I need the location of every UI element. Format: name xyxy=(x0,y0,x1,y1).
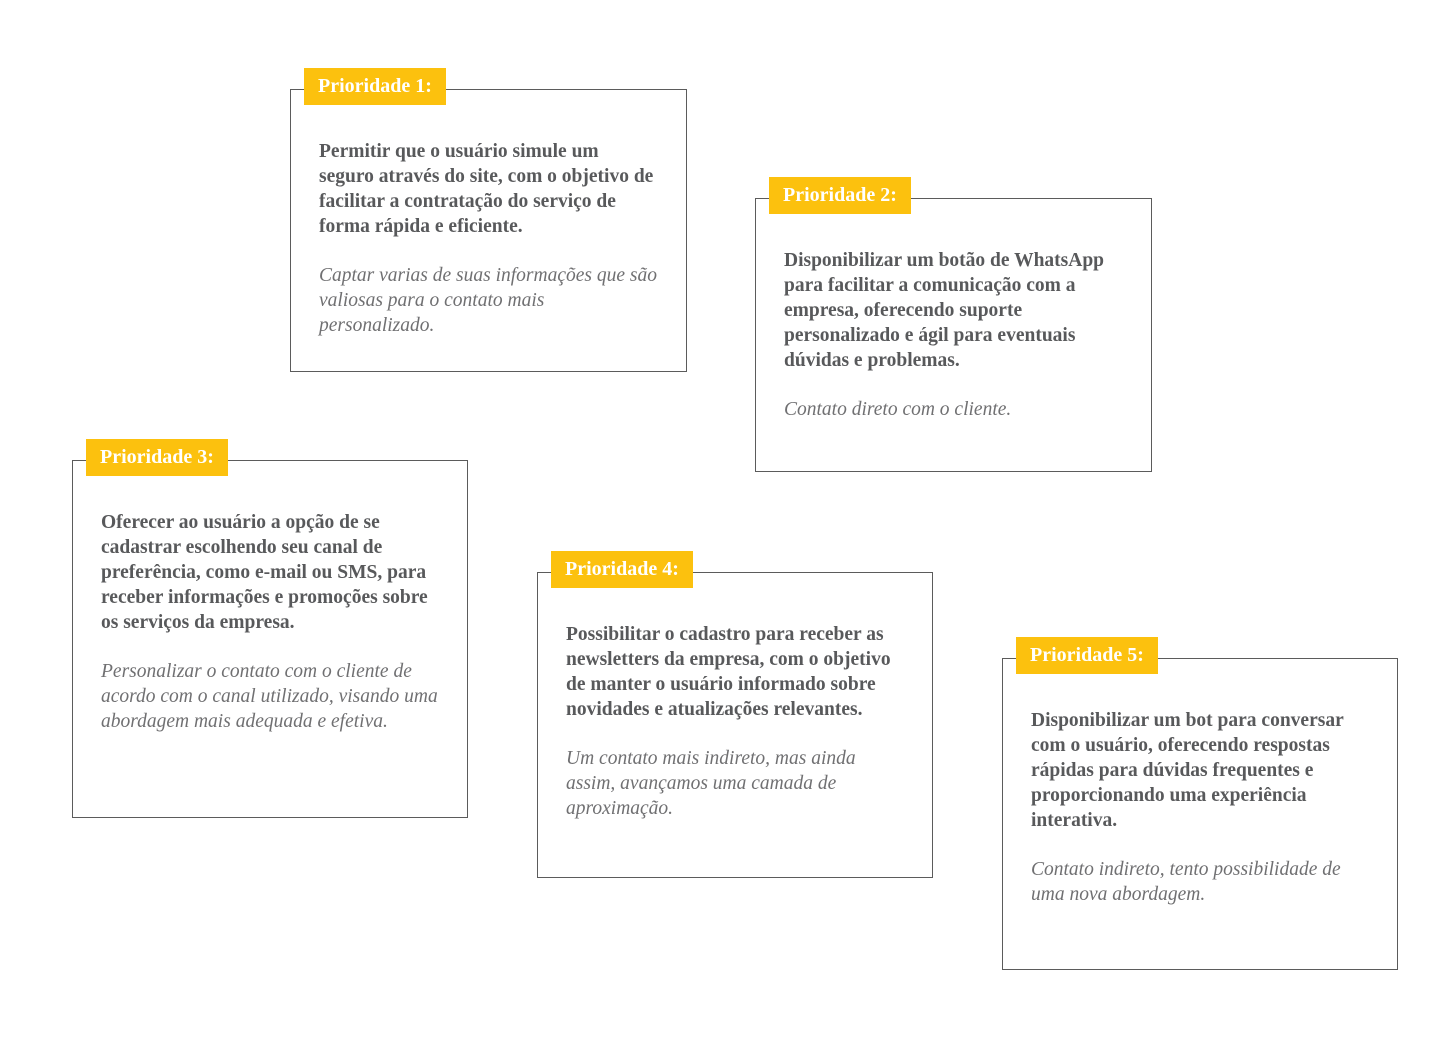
priority-3-body: Oferecer ao usuário a opção de se cadastrar escolhendo seu canal de preferência, como e-mail ou SMS, para receber informações e promoções sobre os serviços da empresa. xyxy=(101,512,428,633)
priority-2-tag: Prioridade 2: xyxy=(769,177,911,214)
priority-card-1 xyxy=(290,75,687,372)
priority-card-3 xyxy=(72,446,468,818)
priority-4-tag: Prioridade 4: xyxy=(551,551,693,588)
priority-3-content xyxy=(73,461,467,754)
priority-1-note: Captar varias de suas informações que são valiosas para o contato mais personalizado. xyxy=(319,265,657,336)
priority-2-body: Disponibilizar um botão de WhatsApp para facilitar a comunicação com a empresa, oferecendo suporte personalizado e ágil para eventuais dúvidas e problemas. xyxy=(784,250,1105,371)
priority-5-note: Contato indireto, tento possibilidade de uma nova abordagem. xyxy=(1031,859,1341,905)
priority-5-content xyxy=(1003,659,1397,927)
priority-1-body: Permitir que o usuário simule um seguro através do site, com o objetivo de facilitar a contratação do serviço de forma rápida e eficiente. xyxy=(319,141,654,237)
priority-2-content xyxy=(756,199,1151,442)
priority-3-note: Personalizar o contato com o cliente de acordo com o canal utilizado, visando uma abordagem mais adequada e efetiva. xyxy=(101,661,438,732)
priority-4-note: Um contato mais indireto, mas ainda assim, avançamos uma camada de aproximação. xyxy=(566,748,856,819)
priority-card-2 xyxy=(755,184,1152,472)
priority-5-body: Disponibilizar um bot para conversar com o usuário, oferecendo respostas rápidas para dúvidas frequentes e proporcionando uma experiência interativa. xyxy=(1031,710,1344,831)
priority-5-tag: Prioridade 5: xyxy=(1016,637,1158,674)
priority-4-content xyxy=(538,573,932,841)
priority-3-tag: Prioridade 3: xyxy=(86,439,228,476)
priority-card-5 xyxy=(1002,644,1398,970)
priority-2-note: Contato direto com o cliente. xyxy=(784,399,1012,420)
priority-1-tag: Prioridade 1: xyxy=(304,68,446,105)
priority-card-4 xyxy=(537,558,933,878)
priority-4-body: Possibilitar o cadastro para receber as newsletters da empresa, com o objetivo de manter o usuário informado sobre novidades e atualizações relevantes. xyxy=(566,624,891,720)
priority-1-content xyxy=(291,90,686,358)
